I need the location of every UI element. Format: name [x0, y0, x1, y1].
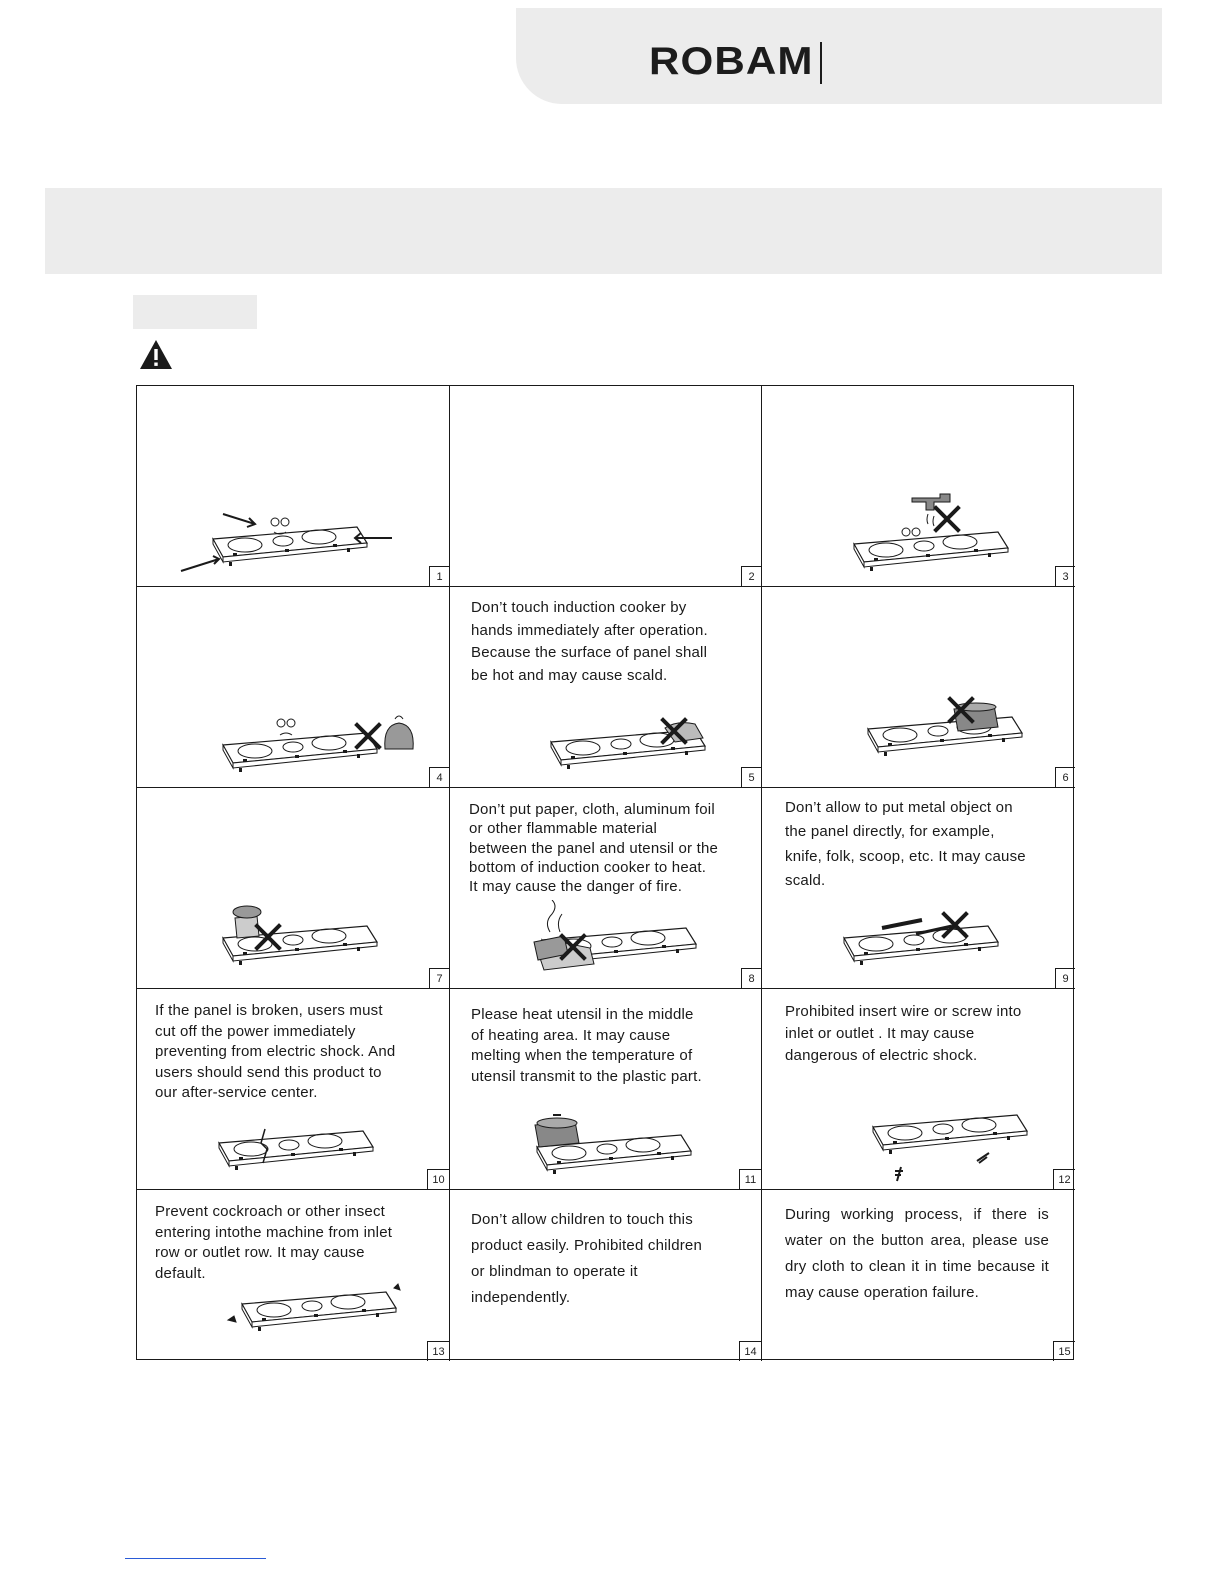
- brand-logo: ROBAM: [649, 40, 814, 83]
- cell-number: 14: [739, 1341, 761, 1361]
- cooktop-illustration: [832, 908, 1022, 980]
- cell-text: Prohibited insert wire or screw into inlet or outlet . It may cause dangerous of electric shock.: [785, 1003, 1022, 1064]
- cooktop-illustration: [217, 705, 427, 785]
- cooktop-illustration: [842, 486, 1042, 578]
- safety-grid: [136, 385, 1074, 1360]
- cooktop-illustration: [862, 689, 1042, 769]
- safety-cell-10: [137, 989, 450, 1190]
- safety-cell-9: [762, 788, 1075, 989]
- safety-cell-12: [762, 989, 1075, 1190]
- cell-text: Please heat utensil in the middle of heating area. It may cause melting when the temperature of utensil transmit to the plastic part.: [471, 1006, 702, 1085]
- cell-number: 13: [427, 1341, 449, 1361]
- cell-text: Don’t allow to put metal object on the panel directly, for example, knife, folk, scoop, etc. It may cause scald.: [785, 799, 1026, 889]
- cell-number: 12: [1053, 1169, 1075, 1189]
- section-tag: [133, 295, 257, 329]
- cooktop-illustration: [525, 1107, 705, 1185]
- cell-number: 4: [429, 767, 449, 787]
- safety-cell-2: [450, 386, 762, 587]
- cell-number: 2: [741, 566, 761, 586]
- cooktop-illustration: [222, 1282, 412, 1348]
- logo-divider: [820, 42, 822, 84]
- cooktop-illustration: [530, 900, 710, 982]
- cooktop-illustration: [177, 496, 407, 576]
- cell-number: 7: [429, 968, 449, 988]
- safety-cell-6: [762, 587, 1075, 788]
- cell-number: 15: [1053, 1341, 1075, 1361]
- footer-link-underline: [125, 1558, 266, 1559]
- safety-cell-11: [450, 989, 762, 1190]
- cell-number: 10: [427, 1169, 449, 1189]
- cell-number: 11: [739, 1169, 761, 1189]
- title-band: [45, 188, 1162, 274]
- cooktop-illustration: [867, 1101, 1047, 1185]
- safety-cell-15: [762, 1190, 1075, 1361]
- safety-cell-3: [762, 386, 1075, 587]
- cell-number: 9: [1055, 968, 1075, 988]
- cell-number: 5: [741, 767, 761, 787]
- cooktop-illustration: [207, 1121, 387, 1183]
- cell-number: 8: [741, 968, 761, 988]
- cooktop-illustration: [545, 712, 725, 782]
- cooktop-illustration: [217, 898, 397, 978]
- cell-text: Don’t allow children to touch this product easily. Prohibited children or blindman to operate it independently.: [471, 1211, 703, 1306]
- safety-cell-5: [450, 587, 762, 788]
- safety-cell-13: [137, 1190, 450, 1361]
- warning-icon: [138, 338, 174, 371]
- cell-text: If the panel is broken, users must cut off the power immediately preventing from electric shock. And users should send this product to our after-service center.: [155, 1002, 396, 1102]
- safety-cell-14: [450, 1190, 762, 1361]
- cell-number: 3: [1055, 566, 1075, 586]
- safety-cell-4: [137, 587, 450, 788]
- cell-text: Don’t touch induction cooker by hands immediately after operation. Because the surface of panel shall be hot and may cause scald.: [471, 599, 708, 684]
- cell-number: 6: [1055, 767, 1075, 787]
- cell-text: Don’t put paper, cloth, aluminum foil or other flammable material between the panel and utensil or the bottom of induction cooker to heat. It may cause the danger of fire.: [469, 801, 719, 896]
- safety-cell-7: [137, 788, 450, 989]
- header-tab: [516, 8, 1162, 104]
- safety-cell-1: [137, 386, 450, 587]
- cell-text: During working process, if there is water on the button area, please use dry cloth to clean it in time because it may cause operation failure.: [785, 1206, 1049, 1301]
- safety-cell-8: [450, 788, 762, 989]
- cell-text: Prevent cockroach or other insect entering intothe machine from inlet row or outlet row. It may cause default.: [155, 1203, 393, 1282]
- cell-number: 1: [429, 566, 449, 586]
